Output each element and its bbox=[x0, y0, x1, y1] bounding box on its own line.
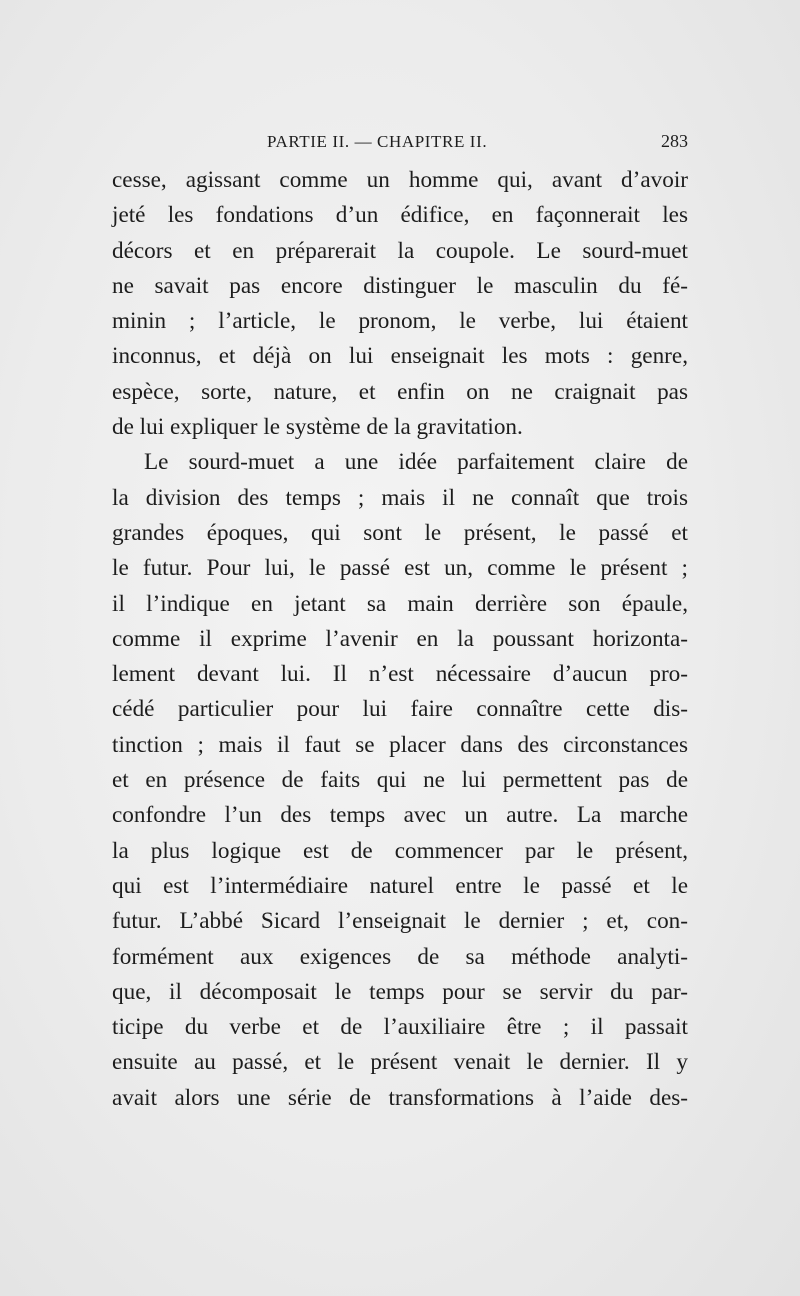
text-line: cédé particulier pour lui faire connaître cette dis- bbox=[112, 696, 688, 723]
paragraph-start-line: Le sourd-muet a une idée parfaitement claire de bbox=[144, 449, 688, 476]
text-line: la plus logique est de commencer par le présent, bbox=[112, 837, 688, 864]
text-line: décors et en préparerait la coupole. Le sourd-muet bbox=[112, 237, 688, 264]
text-line: le futur. Pour lui, le passé est un, comme le présent ; bbox=[112, 555, 688, 582]
body-text bbox=[112, 163, 688, 1116]
text-line: formément aux exigences de sa méthode analyti- bbox=[112, 943, 688, 970]
text-line: confondre l’un des temps avec un autre. La marche bbox=[112, 802, 688, 829]
text-line: espèce, sorte, nature, et enfin on ne craignait pas bbox=[112, 378, 688, 405]
text-line: ensuite au passé, et le présent venait le dernier. Il y bbox=[112, 1049, 688, 1076]
text-line: lement devant lui. Il n’est nécessaire d’aucun pro- bbox=[112, 661, 688, 688]
text-line: jeté les fondations d’un édifice, en façonnerait les bbox=[112, 202, 688, 229]
page-header bbox=[112, 128, 688, 160]
text-line: de lui expliquer le système de la gravitation. bbox=[112, 414, 523, 441]
text-line: la division des temps ; mais il ne connaît que trois bbox=[112, 484, 688, 511]
text-line: que, il décomposait le temps pour se servir du par- bbox=[112, 978, 688, 1005]
running-head: PARTIE II. — CHAPITRE II. bbox=[267, 132, 488, 151]
text-line: minin ; l’article, le pronom, le verbe, lui étaient bbox=[112, 308, 688, 335]
page-number: 283 bbox=[661, 131, 688, 151]
text-line: ticipe du verbe et de l’auxiliaire être ; il passait bbox=[112, 1014, 688, 1041]
text-line: qui est l’intermédiaire naturel entre le passé et le bbox=[112, 872, 688, 899]
text-line: grandes époques, qui sont le présent, le passé et bbox=[112, 519, 688, 546]
text-line: tinction ; mais il faut se placer dans des circonstances bbox=[112, 731, 688, 758]
text-line: futur. L’abbé Sicard l’enseignait le dernier ; et, con- bbox=[112, 908, 688, 935]
text-line: et en présence de faits qui ne lui permettent pas de bbox=[112, 767, 688, 794]
text-line: avait alors une série de transformations à l’aide des- bbox=[112, 1084, 688, 1111]
text-line: il l’indique en jetant sa main derrière son épaule, bbox=[112, 590, 688, 617]
text-line: cesse, agissant comme un homme qui, avant d’avoir bbox=[112, 167, 688, 193]
text-line: comme il exprime l’avenir en la poussant horizonta- bbox=[112, 625, 688, 652]
text-line: inconnus, et déjà on lui enseignait les mots : genre, bbox=[112, 343, 688, 370]
text-line: ne savait pas encore distinguer le masculin du fé- bbox=[112, 272, 688, 299]
